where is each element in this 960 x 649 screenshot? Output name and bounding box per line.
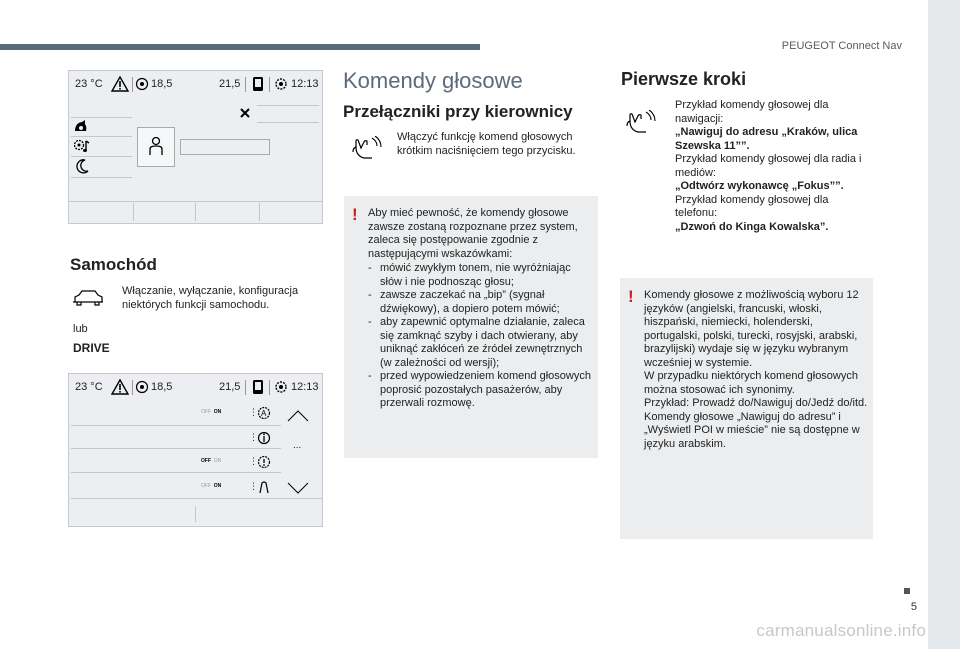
auto-function-icon [257,406,271,420]
samochod-heading: Samochód [70,255,157,274]
bullet-2: - zawsze zaczekać na „bip” (sygnał dźwiękowy), a dopiero potem mówić; [364,289,594,316]
location-icon [135,380,149,394]
warning-mark-icon: ! [628,287,634,306]
row-3-menu[interactable]: ⋮ [249,456,258,466]
warn-example: Przykład: Prowadź do/Nawiguj do/Jedź do/itd. [644,397,868,409]
value-right-2: 21,5 [219,381,241,393]
warning-mark-icon: ! [352,205,358,224]
pierwsze-examples [675,99,865,234]
vehicle-settings-icon[interactable] [73,119,89,133]
chevron-up-icon[interactable] [287,410,309,422]
settings-icon [273,379,289,395]
pierwsze-warn-text [644,289,870,451]
person-icon [148,136,164,156]
pierwsze-title: Pierwsze kroki [621,69,747,89]
example-media-label: Przykład komendy głosowej dla radia i mediów: [675,153,862,179]
more-options[interactable]: ... [293,440,302,451]
temperature: 23 °C [75,78,103,90]
bullet-3: - aby zapewnić optymalne działanie, zaleca się zamknąć szyby i dach otwierany, aby uniknąć zakłóceń ze źródeł zewnętrznych (w zależności od wersji); [364,316,594,370]
komendy-warning-box [344,196,598,458]
temperature-2: 23 °C [75,381,103,393]
page-marker [904,588,910,594]
audio-settings-icon[interactable] [73,138,91,154]
info-icon [257,431,271,445]
screen-vehicle-menu [68,70,323,224]
close-icon[interactable] [239,107,251,119]
lane-assist-icon [257,480,271,494]
komendy-title: Komendy głosowe [343,68,523,93]
warn-synonyms: W przypadku niektórych komend głosowych można stosować ich synonimy. [644,370,858,396]
example-phone-label: Przykład komendy głosowej dla telefonu: [675,193,829,219]
value-left-2: 18,5 [151,381,173,393]
warn-arabic: Komendy głosowe „Nawiguj do adresu” i „Wyświetl POI w mieście” nie są dostępne w języku arabskim. [644,410,860,450]
example-media-command: „Odtwórz wykonawcę „Fokus””. [675,180,844,192]
screen-vehicle-functions [68,373,323,527]
bullet-1: - mówić zwykłym tonem, nie wyróżniając słów i nie podnosząc głosu; [364,262,594,289]
warning-icon [111,379,129,395]
clock-2: 12:13 [291,381,319,393]
komendy-subtitle: Przełączniki przy kierownicy [343,102,573,121]
phone-icon [251,76,265,92]
example-nav-label: Przykład komendy głosowej dla nawigacji: [675,99,829,125]
row-4-menu[interactable]: ⋮ [249,481,258,491]
warn-languages: Komendy głosowe z możliwością wyboru 12 języków (angielski, francuski, włoski, hiszpański, niemiecki, holenderski, portugalski, polski, turecki, rosyjski, arabski, brazylijski) wydaje się w języku wybranym wcześniej w systemie. [644,289,859,369]
page-number: 5 [910,601,917,613]
samochod-text: Włączanie, wyłączanie, konfiguracja niektórych funkcji samochodu. [122,285,299,311]
komendy-warn-list [364,262,594,411]
warning-icon [111,76,129,92]
komendy-text: Włączyć funkcję komend głosowych krótkim naciśnięciem tego przycisku. [397,131,576,157]
pierwsze-warning-box [620,278,873,539]
car-icon [72,288,104,308]
night-mode-icon[interactable] [75,159,89,174]
phone-icon [251,379,265,395]
toggle-row-4[interactable]: OFF ON [201,483,222,489]
status-bar-2 [69,374,322,402]
samochod-drive: DRIVE [73,341,110,355]
profile-tile[interactable] [137,127,175,167]
header-rule [0,44,480,50]
watermark: carmanualsonline.info [756,621,926,640]
location-icon [135,77,149,91]
toggle-row-3[interactable]: OFF ON [201,458,222,464]
voice-command-icon [626,110,656,136]
header-title: PEUGEOT Connect Nav [781,40,902,52]
row-1-menu[interactable]: ⋮ [249,407,258,417]
profile-name-field[interactable] [180,139,270,155]
settings-icon [273,76,289,92]
status-bar [69,71,322,99]
value-right: 21,5 [219,78,241,90]
clock: 12:13 [291,78,319,90]
row-2-menu[interactable]: ⋮ [249,432,258,442]
chevron-down-icon[interactable] [287,482,309,494]
value-left: 18,5 [151,78,173,90]
svg-text:A: A [261,409,267,418]
komendy-warn-intro: Aby mieć pewność, że komendy głosowe zawsze zostaną rozpoznane przez system, zaleca się postępowanie zgodnie z następującymi wskazówkami: [368,207,578,260]
samochod-or: lub [73,323,88,335]
example-nav-command: „Nawiguj do adresu „Kraków, ulica Szewska 11””. [675,126,858,152]
bullet-4: - przed wypowiedzeniem komend głosowych poprosić pozostałych pasażerów, aby przerwali rozmowę. [364,370,594,411]
example-phone-command: „Dzwoń do Kinga Kowalska”. [675,220,829,233]
side-strip [928,0,960,649]
voice-command-icon [352,136,382,162]
toggle-row-1[interactable]: OFF ON [201,409,222,415]
alert-function-icon [257,455,271,469]
